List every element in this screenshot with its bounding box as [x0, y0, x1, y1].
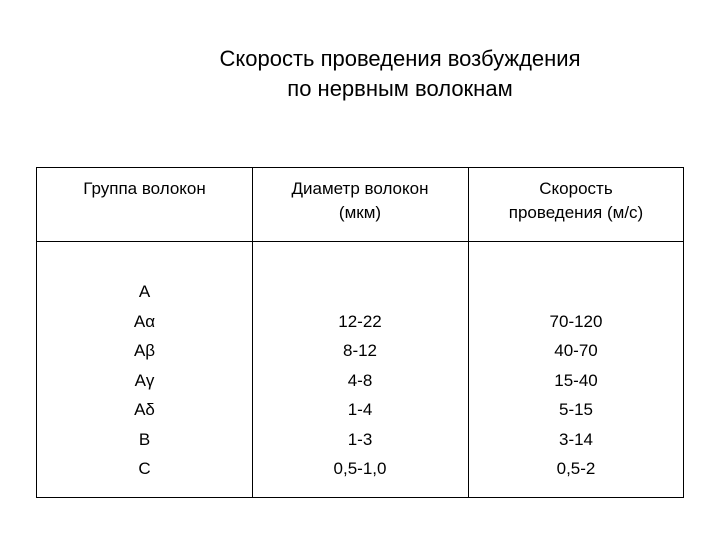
- group-cell: Аδ: [134, 400, 155, 419]
- speed-cell: 70-120: [549, 311, 603, 331]
- speed-cell: 40-70: [554, 341, 598, 360]
- diameter-cell: 1-3: [347, 429, 373, 449]
- diameter-cell: 12-22: [338, 311, 382, 331]
- group-cell: С: [138, 459, 151, 478]
- diameter-cell: 1-4: [347, 400, 373, 419]
- header-divider: [37, 241, 683, 242]
- title-line-2: по нервным волокнам: [287, 76, 513, 101]
- group-cell: В: [138, 429, 151, 449]
- diameter-cell: 8-12: [342, 341, 378, 360]
- diameter-cell: 0,5-1,0: [333, 459, 387, 478]
- group-column: [37, 277, 252, 484]
- speed-cell: 5-15: [558, 400, 594, 419]
- group-cell: Аα: [133, 311, 156, 331]
- speed-cell: 3-14: [558, 429, 594, 449]
- speed-cell: 0,5-2: [556, 459, 596, 478]
- group-cell: Аβ: [133, 341, 156, 360]
- group-cell: Аγ: [134, 370, 155, 390]
- page-title: [100, 44, 700, 104]
- fiber-table: [36, 167, 684, 498]
- header-fiber-group: Группа волокон: [83, 179, 206, 198]
- diameter-cell: 4-8: [347, 370, 373, 390]
- header-conduction-speed: Скорость проведения (м/с): [508, 179, 644, 222]
- speed-cell: [468, 277, 684, 307]
- diameter-column: [252, 277, 468, 484]
- speed-column: [468, 277, 684, 484]
- speed-cell: 15-40: [554, 370, 598, 390]
- header-fiber-diameter: Диаметр волокон (мкм): [291, 179, 429, 222]
- title-line-1: Скорость проведения возбуждения: [219, 46, 581, 71]
- group-cell: А: [138, 282, 151, 301]
- diameter-cell: [252, 277, 468, 307]
